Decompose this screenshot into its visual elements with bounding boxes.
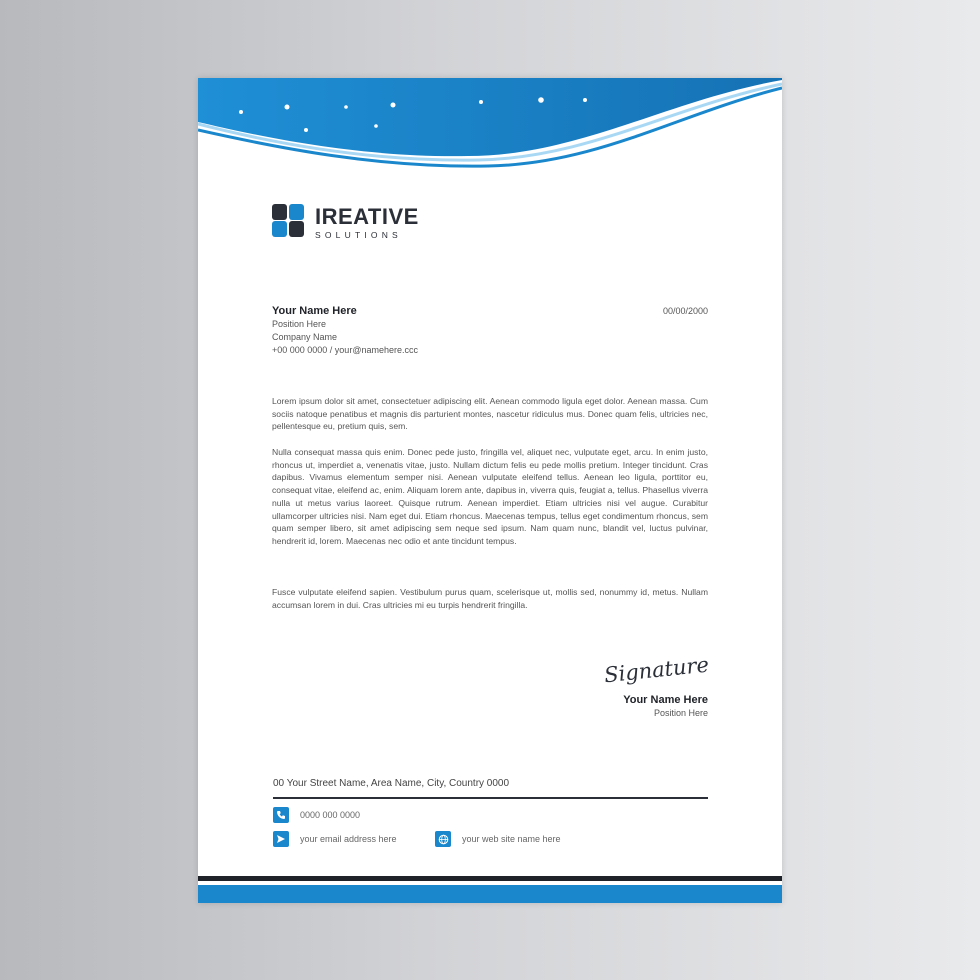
wave-dot (285, 105, 290, 110)
letterhead-page (198, 78, 782, 903)
sender-company: Company Name (272, 332, 338, 342)
footer-email (273, 831, 397, 847)
body-paragraph-3: Fusce vulputate eleifend sapien. Vestibulum purus quam, scelerisque ut, mollis sed, nonummy id, metus. Nullam accumsan lorem in dui. Cras ultricies mi eu turpis hendrerit fringilla. (272, 587, 708, 610)
body-paragraph-2: Nulla consequat massa quis enim. Donec pede justo, fringilla vel, aliquet nec, vulputate eget, arcu. In enim justo, rhoncus ut, imperdiet a, venenatis vitae, justo. Nullam dictum felis eu pede mollis pretium. Integer tincidunt. Cras dapibus. Vivamus elementum semper nisi. Aenean vulputate eleifend tellus. Aenean leo ligula, porttitor eu, consequat vitae, eleifend ac, enim. Aliquam lorem ante, dapibus in, viverra quis, feugiat a, tellus. Phasellus viverra nulla ut metus varius laoreet. Quisque rutrum. Aenean imperdiet. Etiam ultricies nisi vel augue. Curabitur ullamcorper ultricies nisi. Nam eget dui. Etiam rhoncus. Maecenas tempus, tellus eget condimentum rhoncus, sem quam semper libero, sit amet adipiscing sem neque sed ipsum. Nam quam nunc, blandit vel, luctus pulvinar, hendrerit id, lorem. Maecenas nec odio et ante tincidunt tempus. (272, 447, 708, 546)
svg-text:Signature: Signature (603, 652, 710, 688)
wave-dot (479, 100, 483, 104)
sender-block (272, 304, 418, 357)
sender-position: Position Here (272, 319, 327, 329)
footer-blue-bar (198, 885, 782, 903)
logo-wordmark: IREATIVE (315, 204, 419, 229)
globe-icon (435, 831, 451, 847)
wave-dot (374, 124, 378, 128)
footer-divider (273, 797, 708, 799)
footer-dark-bar (198, 876, 782, 881)
sender-name: Your Name Here (272, 305, 357, 317)
email-icon (273, 831, 289, 847)
logo-square (289, 221, 304, 237)
header-wave-graphic (198, 78, 782, 178)
footer-website-text: your web site name here (462, 834, 561, 844)
logo-mark-icon (272, 204, 304, 237)
handwritten-signature (602, 650, 710, 690)
wave-dot (344, 105, 348, 109)
logo-square (289, 204, 304, 220)
letter-date: 00/00/2000 (662, 306, 708, 316)
footer-email-text: your email address here (300, 834, 397, 844)
wave-dot (304, 128, 308, 132)
footer-phone (273, 807, 360, 823)
sender-contact: +00 000 0000 / your@namehere.ccc (272, 345, 418, 355)
signer-block (623, 693, 708, 720)
wave-dot (538, 97, 544, 103)
footer-phone-text: 0000 000 0000 (300, 810, 361, 820)
logo-square (272, 204, 287, 220)
logo-square (272, 221, 287, 237)
body-paragraph-1: Lorem ipsum dolor sit amet, consectetuer adipiscing elit. Aenean commodo ligula eget dolor. Aenean massa. Cum sociis natoque penatibus et magnis dis parturient montes, nascetur ridiculus mus. Donec quam felis, ultricies nec, pellentesque eu, pretium quis, sem. (272, 396, 708, 432)
footer-website (435, 831, 561, 847)
wave-dot (391, 103, 396, 108)
wave-dot (583, 98, 587, 102)
signer-name: Your Name Here (623, 694, 708, 706)
phone-icon (273, 807, 289, 823)
logo-tagline: SOLUTIONS (315, 230, 402, 240)
footer-address: 00 Your Street Name, Area Name, City, Country 0000 (273, 778, 510, 789)
signer-position: Position Here (653, 708, 708, 718)
wave-dot (239, 110, 243, 114)
